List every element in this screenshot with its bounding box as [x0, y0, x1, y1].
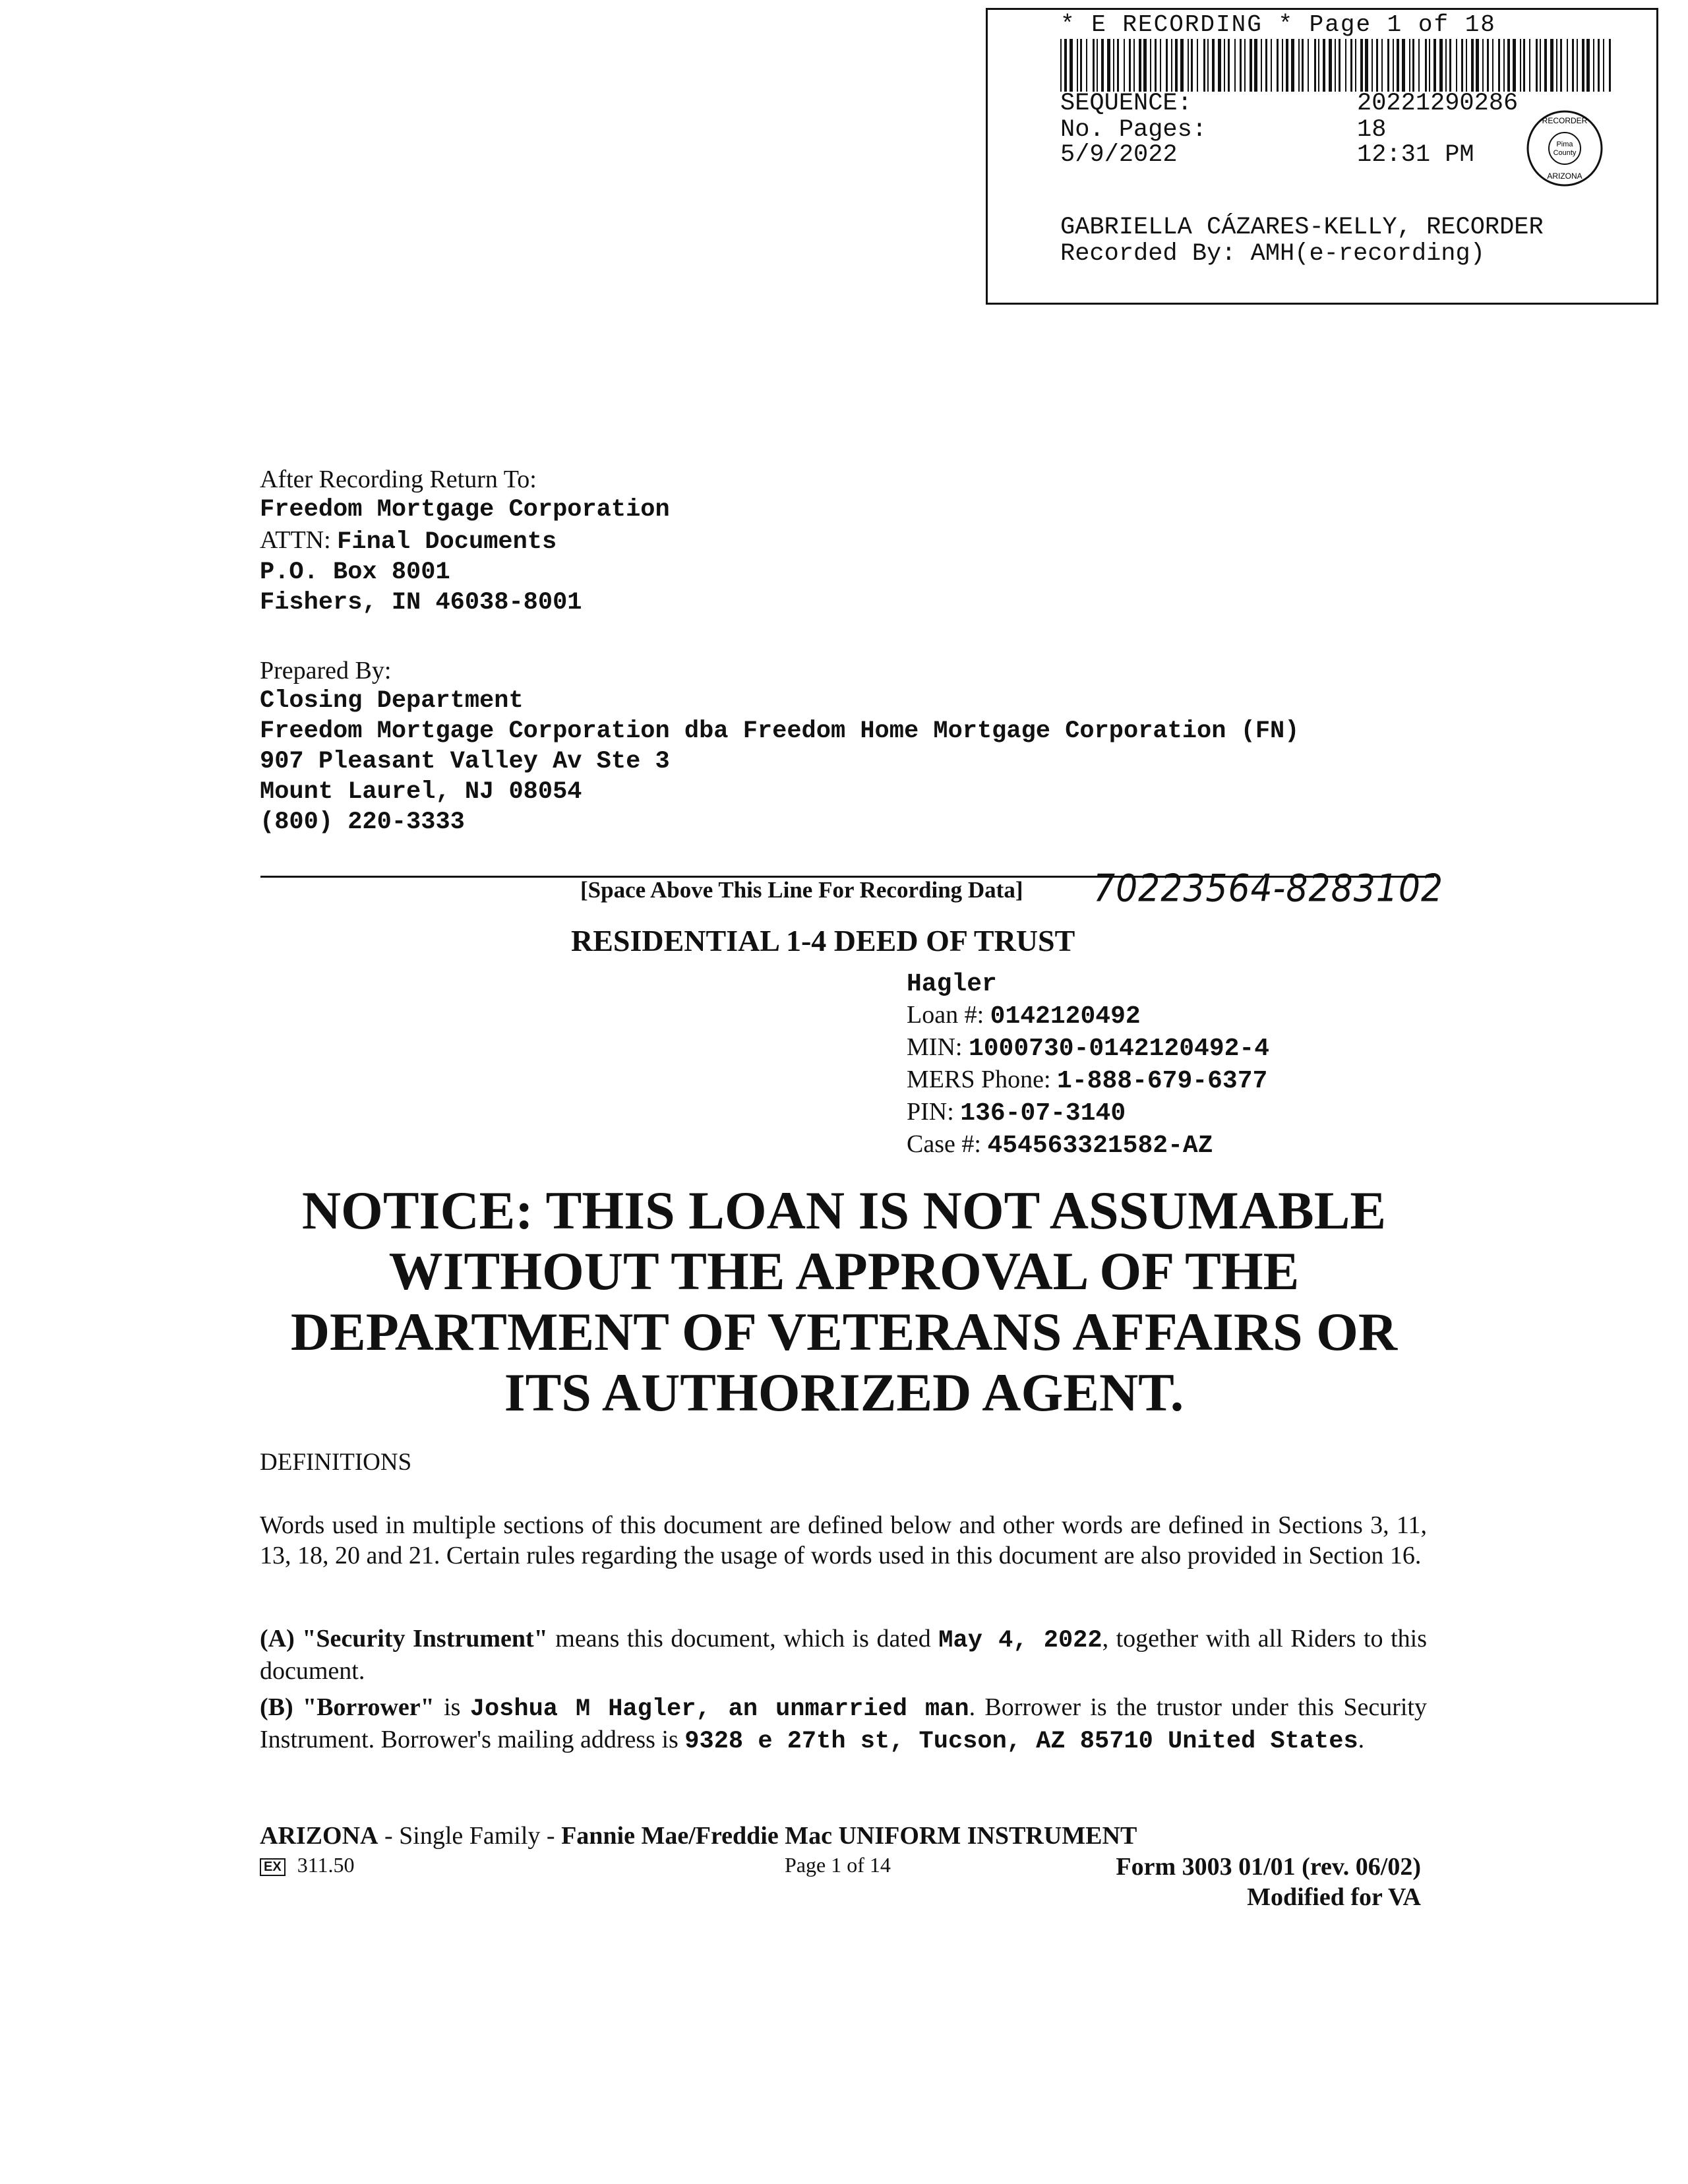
svg-text:Pima: Pima: [1556, 140, 1573, 148]
ex-badge: EX: [260, 1858, 286, 1876]
footer-instrument: ARIZONA - Single Family - Fannie Mae/Freddie Mac UNIFORM INSTRUMENT: [260, 1822, 1137, 1850]
recorded-by: Recorded By: AMH(e-recording): [1060, 240, 1485, 268]
prepared-by-city: Mount Laurel, NJ 08054: [260, 778, 582, 806]
prepared-by-dept: Closing Department: [260, 687, 524, 715]
document-title: RESIDENTIAL 1-4 DEED OF TRUST: [571, 924, 1075, 957]
prepared-by-phone: (800) 220-3333: [260, 808, 465, 836]
definition-b: (B) "Borrower" is Joshua M Hagler, an unmarried man. Borrower is the trustor under this Security Instrument. Borrower's mailing address is 9328 e 27th st, Tucson, AZ 85710 United States.: [260, 1693, 1427, 1755]
notice-line-2: WITHOUT THE APPROVAL OF THE: [388, 1241, 1300, 1301]
loan-info-block: [907, 969, 1269, 1161]
notice-line-1: NOTICE: THIS LOAN IS NOT ASSUMABLE: [301, 1180, 1387, 1240]
footer-form: [1095, 1852, 1421, 1912]
definitions-intro: Words used in multiple sections of this document are defined below and other words are defined in Sections 3, 11, 13, 18, 20 and 21. Certain rules regarding the usage of words used in this document are also provided in Section 16.: [260, 1511, 1427, 1569]
prepared-by-company: Freedom Mortgage Corporation dba Freedom Home Mortgage Corporation (FN): [260, 717, 1300, 745]
svg-text:County: County: [1553, 149, 1577, 157]
prepared-by-label: Prepared By:: [260, 657, 392, 684]
assumability-notice: [251, 1180, 1437, 1423]
return-to-city: Fishers, IN 46038-8001: [260, 589, 582, 617]
notice-line-4: ITS AUTHORIZED AGENT.: [504, 1362, 1184, 1422]
case-number: Case #: 454563321582-AZ: [907, 1130, 1213, 1160]
recorder-name: GABRIELLA CÁZARES-KELLY, RECORDER: [1060, 214, 1544, 241]
recording-header: * E RECORDING * Page 1 of 18: [1060, 11, 1496, 38]
min-number: MIN: 1000730-0142120492-4: [907, 1033, 1270, 1063]
return-to-po-box: P.O. Box 8001: [260, 559, 450, 586]
footer-code: EX 311.50: [260, 1853, 355, 1877]
prepared-by-block: [260, 655, 1299, 837]
borrower-surname: Hagler: [907, 970, 997, 998]
form-number: Form 3003 01/01 (rev. 06/02): [1116, 1853, 1421, 1881]
recording-time: 12:31 PM: [1357, 141, 1474, 169]
sequence-label: SEQUENCE:: [1060, 90, 1192, 117]
definition-a: (A) "Security Instrument" means this document, which is dated May 4, 2022, together with all Riders to this document.: [260, 1625, 1427, 1685]
return-to-block: [260, 464, 670, 618]
mers-phone: MERS Phone: 1-888-679-6377: [907, 1066, 1268, 1095]
recording-date: 5/9/2022: [1060, 141, 1178, 169]
notice-line-3: DEPARTMENT OF VETERANS AFFAIRS OR: [290, 1302, 1398, 1362]
return-to-attn: ATTN: Final Documents: [260, 526, 557, 556]
handwritten-note: 70223564-8283102: [1093, 867, 1444, 911]
recording-stamp: [986, 8, 1658, 305]
return-to-company: Freedom Mortgage Corporation: [260, 496, 670, 524]
space-above-label: [Space Above This Line For Recording Data]: [580, 877, 1023, 903]
pin-number: PIN: 136-07-3140: [907, 1098, 1126, 1128]
return-to-label: After Recording Return To:: [260, 466, 537, 493]
svg-text:ARIZONA: ARIZONA: [1547, 171, 1582, 181]
loan-number: Loan #: 0142120492: [907, 1001, 1141, 1031]
barcode: [1060, 39, 1614, 92]
prepared-by-street: 907 Pleasant Valley Av Ste 3: [260, 748, 670, 775]
pages-value: 18: [1357, 116, 1387, 144]
definitions-heading: DEFINITIONS: [260, 1449, 412, 1476]
form-modified: Modified for VA: [1247, 1883, 1421, 1911]
svg-text:RECORDER: RECORDER: [1542, 116, 1588, 125]
county-seal-icon: [1525, 109, 1604, 188]
pages-label: No. Pages:: [1060, 116, 1207, 144]
footer-page-number: Page 1 of 14: [785, 1853, 891, 1877]
sequence-value: 20221290286: [1357, 90, 1519, 117]
